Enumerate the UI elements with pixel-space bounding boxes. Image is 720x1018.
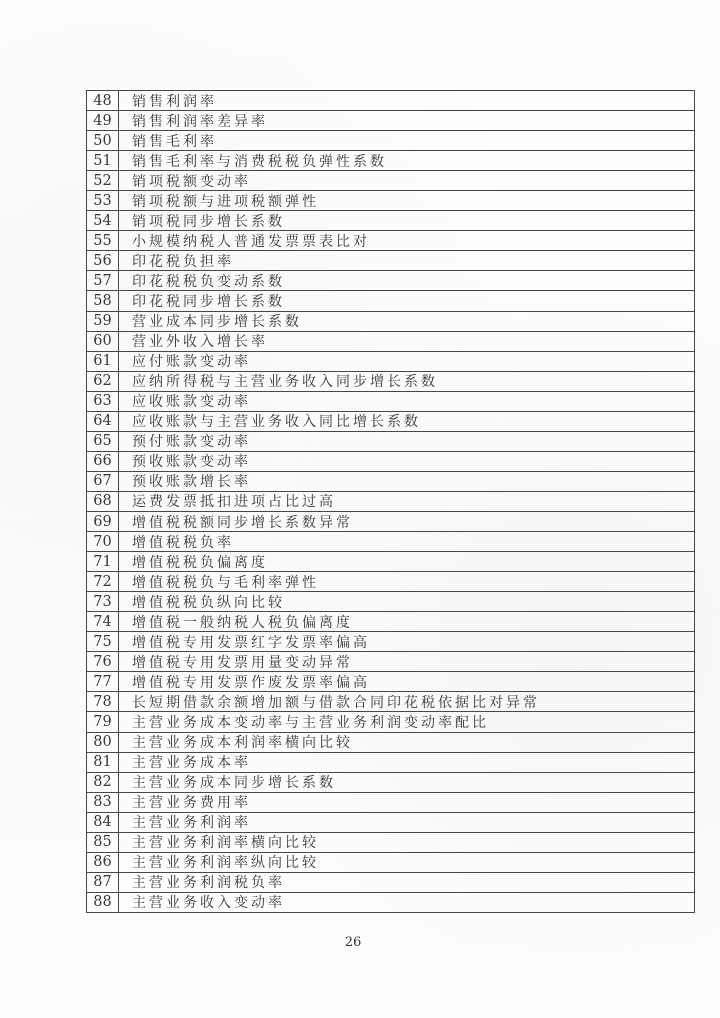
table-row xyxy=(87,131,694,151)
row-label-cell: 销售利润率 xyxy=(132,93,217,110)
row-label-cell: 应纳所得税与主营业务收入同步增长系数 xyxy=(132,374,438,391)
row-label-cell: 主营业务成本变动率与主营业务利润变动率配比 xyxy=(132,714,489,731)
table-row xyxy=(87,332,694,352)
row-number-cell: 64 xyxy=(87,412,119,431)
row-label-cell: 主营业务费用率 xyxy=(132,795,251,812)
table-row xyxy=(87,733,694,753)
row-number-cell: 88 xyxy=(87,893,119,912)
row-number-cell: 85 xyxy=(87,833,119,852)
row-label-cell: 增值税专用发票红字发票率偏高 xyxy=(132,634,370,651)
table-row xyxy=(87,532,694,552)
row-number-cell: 51 xyxy=(87,151,119,170)
table-row xyxy=(87,512,694,532)
row-label-cell: 预收账款变动率 xyxy=(132,454,251,471)
table-row xyxy=(87,793,694,813)
row-number-cell: 62 xyxy=(87,372,119,391)
row-number-cell: 73 xyxy=(87,592,119,611)
row-label-cell: 销项税额变动率 xyxy=(132,173,251,190)
row-number-cell: 59 xyxy=(87,312,119,331)
row-label-cell: 增值税税负偏离度 xyxy=(132,554,268,571)
row-label-cell: 销售毛利率 xyxy=(132,133,217,150)
table-row xyxy=(87,392,694,412)
table-row xyxy=(87,211,694,231)
table-row xyxy=(87,191,694,211)
table-row xyxy=(87,251,694,271)
row-number-cell: 52 xyxy=(87,171,119,190)
table-row xyxy=(87,271,694,291)
row-number-cell: 56 xyxy=(87,251,119,270)
row-number-cell: 83 xyxy=(87,793,119,812)
table-row xyxy=(87,432,694,452)
row-label-cell: 销项税同步增长系数 xyxy=(132,213,285,230)
table-row xyxy=(87,833,694,853)
row-number-cell: 76 xyxy=(87,652,119,671)
row-label-cell: 增值税专用发票作废发票率偏高 xyxy=(132,674,370,691)
row-number-cell: 87 xyxy=(87,873,119,892)
row-number-cell: 55 xyxy=(87,231,119,250)
row-label-cell: 增值税税负率 xyxy=(132,534,234,551)
table-row xyxy=(87,893,694,913)
row-number-cell: 65 xyxy=(87,432,119,451)
table-row xyxy=(87,873,694,893)
row-label-cell: 销售利润率差异率 xyxy=(132,113,268,130)
row-number-cell: 75 xyxy=(87,632,119,651)
row-label-cell: 增值税税负与毛利率弹性 xyxy=(132,574,319,591)
row-label-cell: 预收账款增长率 xyxy=(132,474,251,491)
row-number-cell: 60 xyxy=(87,332,119,351)
table-row xyxy=(87,312,694,332)
table-row xyxy=(87,372,694,392)
row-number-cell: 71 xyxy=(87,552,119,571)
table-row xyxy=(87,412,694,432)
table-row xyxy=(87,612,694,632)
row-label-cell: 应付账款变动率 xyxy=(132,354,251,371)
row-number-cell: 49 xyxy=(87,111,119,130)
row-label-cell: 销项税额与进项税额弹性 xyxy=(132,193,319,210)
table-row xyxy=(87,632,694,652)
row-number-cell: 70 xyxy=(87,532,119,551)
row-number-cell: 54 xyxy=(87,211,119,230)
table-row xyxy=(87,231,694,251)
row-label-cell: 主营业务成本利润率横向比较 xyxy=(132,735,353,752)
table-row xyxy=(87,291,694,311)
row-number-cell: 53 xyxy=(87,191,119,210)
row-number-cell: 78 xyxy=(87,692,119,711)
table-row xyxy=(87,813,694,833)
table-row xyxy=(87,171,694,191)
row-label-cell: 主营业务收入变动率 xyxy=(132,895,285,912)
row-label-cell: 增值税一般纳税人税负偏离度 xyxy=(132,614,353,631)
row-number-cell: 67 xyxy=(87,472,119,491)
row-label-cell: 长短期借款余额增加额与借款合同印花税依据比对异常 xyxy=(132,694,540,711)
row-number-cell: 81 xyxy=(87,753,119,772)
row-number-cell: 61 xyxy=(87,352,119,371)
row-label-cell: 应收账款与主营业务收入同比增长系数 xyxy=(132,414,421,431)
page-number: 26 xyxy=(344,935,362,950)
row-number-cell: 74 xyxy=(87,612,119,631)
row-number-cell: 86 xyxy=(87,853,119,872)
row-label-cell: 主营业务利润率横向比较 xyxy=(132,835,319,852)
row-number-cell: 63 xyxy=(87,392,119,411)
table-row xyxy=(87,492,694,512)
table-row xyxy=(87,652,694,672)
row-number-cell: 57 xyxy=(87,271,119,290)
table-row xyxy=(87,111,694,131)
row-number-cell: 72 xyxy=(87,572,119,591)
table-row xyxy=(87,552,694,572)
table-row xyxy=(87,151,694,171)
table-row xyxy=(87,712,694,732)
table-row xyxy=(87,672,694,692)
row-label-cell: 销售毛利率与消费税税负弹性系数 xyxy=(132,153,387,170)
row-number-cell: 69 xyxy=(87,512,119,531)
row-number-cell: 50 xyxy=(87,131,119,150)
indicator-table xyxy=(86,90,695,913)
row-label-cell: 预付账款变动率 xyxy=(132,434,251,451)
row-label-cell: 印花税同步增长系数 xyxy=(132,294,285,310)
row-label-cell: 增值税税额同步增长系数异常 xyxy=(132,514,353,531)
row-number-cell: 80 xyxy=(87,733,119,752)
table-row xyxy=(87,692,694,712)
row-number-cell: 48 xyxy=(87,91,119,110)
row-number-cell: 66 xyxy=(87,452,119,471)
row-label-cell: 主营业务利润税负率 xyxy=(132,875,285,892)
table-row xyxy=(87,572,694,592)
row-label-cell: 增值税专用发票用量变动异常 xyxy=(132,654,353,671)
table-row xyxy=(87,753,694,773)
row-label-cell: 主营业务成本率 xyxy=(132,755,251,772)
row-label-cell: 印花税负担率 xyxy=(132,253,234,270)
row-number-cell: 58 xyxy=(87,291,119,310)
row-label-cell: 主营业务利润率 xyxy=(132,815,251,832)
row-label-cell: 营业成本同步增长系数 xyxy=(132,314,302,331)
table-row xyxy=(87,773,694,793)
row-number-cell: 79 xyxy=(87,712,119,731)
table-row xyxy=(87,592,694,612)
table-row xyxy=(87,352,694,372)
row-label-cell: 小规模纳税人普通发票票表比对 xyxy=(132,233,370,250)
table-row xyxy=(87,472,694,492)
row-label-cell: 印花税税负变动系数 xyxy=(132,273,285,290)
table-row xyxy=(87,853,694,873)
row-number-cell: 77 xyxy=(87,672,119,691)
row-number-cell: 68 xyxy=(87,492,119,511)
row-number-cell: 82 xyxy=(87,773,119,792)
table-row xyxy=(87,452,694,472)
table-row xyxy=(87,91,694,111)
row-label-cell: 主营业务利润率纵向比较 xyxy=(132,855,319,872)
row-number-cell: 84 xyxy=(87,813,119,832)
row-label-cell: 营业外收入增长率 xyxy=(132,334,268,351)
row-label-cell: 主营业务成本同步增长系数 xyxy=(132,775,336,792)
row-label-cell: 运费发票抵扣进项占比过高 xyxy=(132,494,336,511)
row-label-cell: 增值税税负纵向比较 xyxy=(132,594,285,611)
row-label-cell: 应收账款变动率 xyxy=(132,394,251,411)
